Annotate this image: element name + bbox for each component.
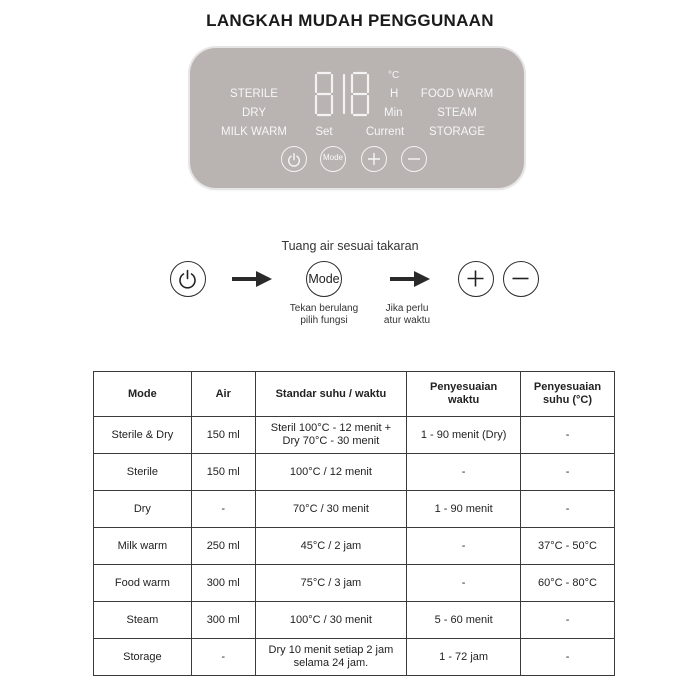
cell-air: - xyxy=(191,491,255,528)
panel-mode-food-warm: FOOD WARM xyxy=(420,88,494,100)
arrow-right-icon xyxy=(388,270,432,288)
cell-standard: Steril 100°C - 12 menit + Dry 70°C - 30 menit xyxy=(255,417,407,454)
unit-celsius: °C xyxy=(388,70,400,81)
cell-time-adj: - xyxy=(407,565,521,602)
panel-plus-button xyxy=(361,146,387,172)
cell-time-adj: 1 - 90 menit xyxy=(407,491,521,528)
instruction-text: Tuang air sesuai takaran xyxy=(281,239,419,253)
header-mode: Mode xyxy=(94,372,192,417)
panel-mode-button-label: Mode xyxy=(322,153,343,162)
mode-caption: Tekan berulang pilih fungsi xyxy=(289,303,359,326)
cell-temp-adj: - xyxy=(521,417,615,454)
panel-minus-button xyxy=(401,146,427,172)
cell-mode: Dry xyxy=(94,491,192,528)
panel-set-label: Set xyxy=(315,126,333,138)
cell-mode: Sterile & Dry xyxy=(94,417,192,454)
unit-hour: H xyxy=(390,88,399,100)
step-mode-button xyxy=(306,261,342,297)
cell-temp-adj: - xyxy=(521,639,615,676)
table-row xyxy=(94,602,615,639)
cell-time-adj: - xyxy=(407,454,521,491)
panel-current-label: Current xyxy=(365,126,405,138)
cell-air: 150 ml xyxy=(191,454,255,491)
step-minus-button xyxy=(503,261,539,297)
cell-mode: Food warm xyxy=(94,565,192,602)
panel-mode-dry: DRY xyxy=(241,107,267,119)
cell-mode: Storage xyxy=(94,639,192,676)
step-mode-button-label: Mode xyxy=(308,272,340,286)
power-icon xyxy=(171,262,207,298)
adjust-caption: Jika perlu atur waktu xyxy=(383,303,431,326)
cell-air: 250 ml xyxy=(191,528,255,565)
cell-standard: 45°C / 2 jam xyxy=(255,528,407,565)
cell-time-adj: - xyxy=(407,528,521,565)
cell-temp-adj: - xyxy=(521,602,615,639)
panel-mode-milk-warm: MILK WARM xyxy=(220,126,288,138)
panel-mode-sterile: STERILE xyxy=(230,88,278,100)
panel-mode-storage: STORAGE xyxy=(428,126,486,138)
table-row xyxy=(94,417,615,454)
panel-power-button xyxy=(281,146,307,172)
cell-standard: 70°C / 30 menit xyxy=(255,491,407,528)
table-row xyxy=(94,454,615,491)
usage-table xyxy=(93,371,615,676)
cell-mode: Milk warm xyxy=(94,528,192,565)
unit-min: Min xyxy=(384,107,403,119)
table-row xyxy=(94,565,615,602)
table-row xyxy=(94,639,615,676)
seven-segment-display xyxy=(312,70,382,120)
cell-time-adj: 1 - 90 menit (Dry) xyxy=(407,417,521,454)
cell-standard: 100°C / 30 menit xyxy=(255,602,407,639)
cell-air: 300 ml xyxy=(191,602,255,639)
cell-standard: Dry 10 menit setiap 2 jam selama 24 jam. xyxy=(255,639,407,676)
cell-air: 300 ml xyxy=(191,565,255,602)
cell-temp-adj: - xyxy=(521,454,615,491)
table-row xyxy=(94,528,615,565)
cell-air: 150 ml xyxy=(191,417,255,454)
step-plus-button xyxy=(458,261,494,297)
step-power-button xyxy=(170,261,206,297)
minus-icon xyxy=(402,147,428,173)
cell-standard: 75°C / 3 jam xyxy=(255,565,407,602)
cell-standard: 100°C / 12 menit xyxy=(255,454,407,491)
cell-temp-adj: 37°C - 50°C xyxy=(521,528,615,565)
cell-temp-adj: 60°C - 80°C xyxy=(521,565,615,602)
cell-time-adj: 1 - 72 jam xyxy=(407,639,521,676)
cell-air: - xyxy=(191,639,255,676)
table-row xyxy=(94,491,615,528)
cell-temp-adj: - xyxy=(521,491,615,528)
page-title: LANGKAH MUDAH PENGGUNAAN xyxy=(206,11,494,30)
plus-icon xyxy=(362,147,388,173)
header-temp-adjustment: Penyesuaian suhu (°C) xyxy=(521,372,615,417)
plus-icon xyxy=(459,262,495,298)
header-standard: Standar suhu / waktu xyxy=(255,372,407,417)
cell-mode: Steam xyxy=(94,602,192,639)
cell-time-adj: 5 - 60 menit xyxy=(407,602,521,639)
arrow-right-icon xyxy=(230,270,274,288)
table-header-row xyxy=(94,372,615,417)
cell-mode: Sterile xyxy=(94,454,192,491)
minus-icon xyxy=(504,262,540,298)
header-air: Air xyxy=(191,372,255,417)
panel-mode-button xyxy=(320,146,346,172)
power-icon xyxy=(282,147,308,173)
panel-mode-steam: STEAM xyxy=(437,107,477,119)
header-time-adjustment: Penyesuaian waktu xyxy=(407,372,521,417)
